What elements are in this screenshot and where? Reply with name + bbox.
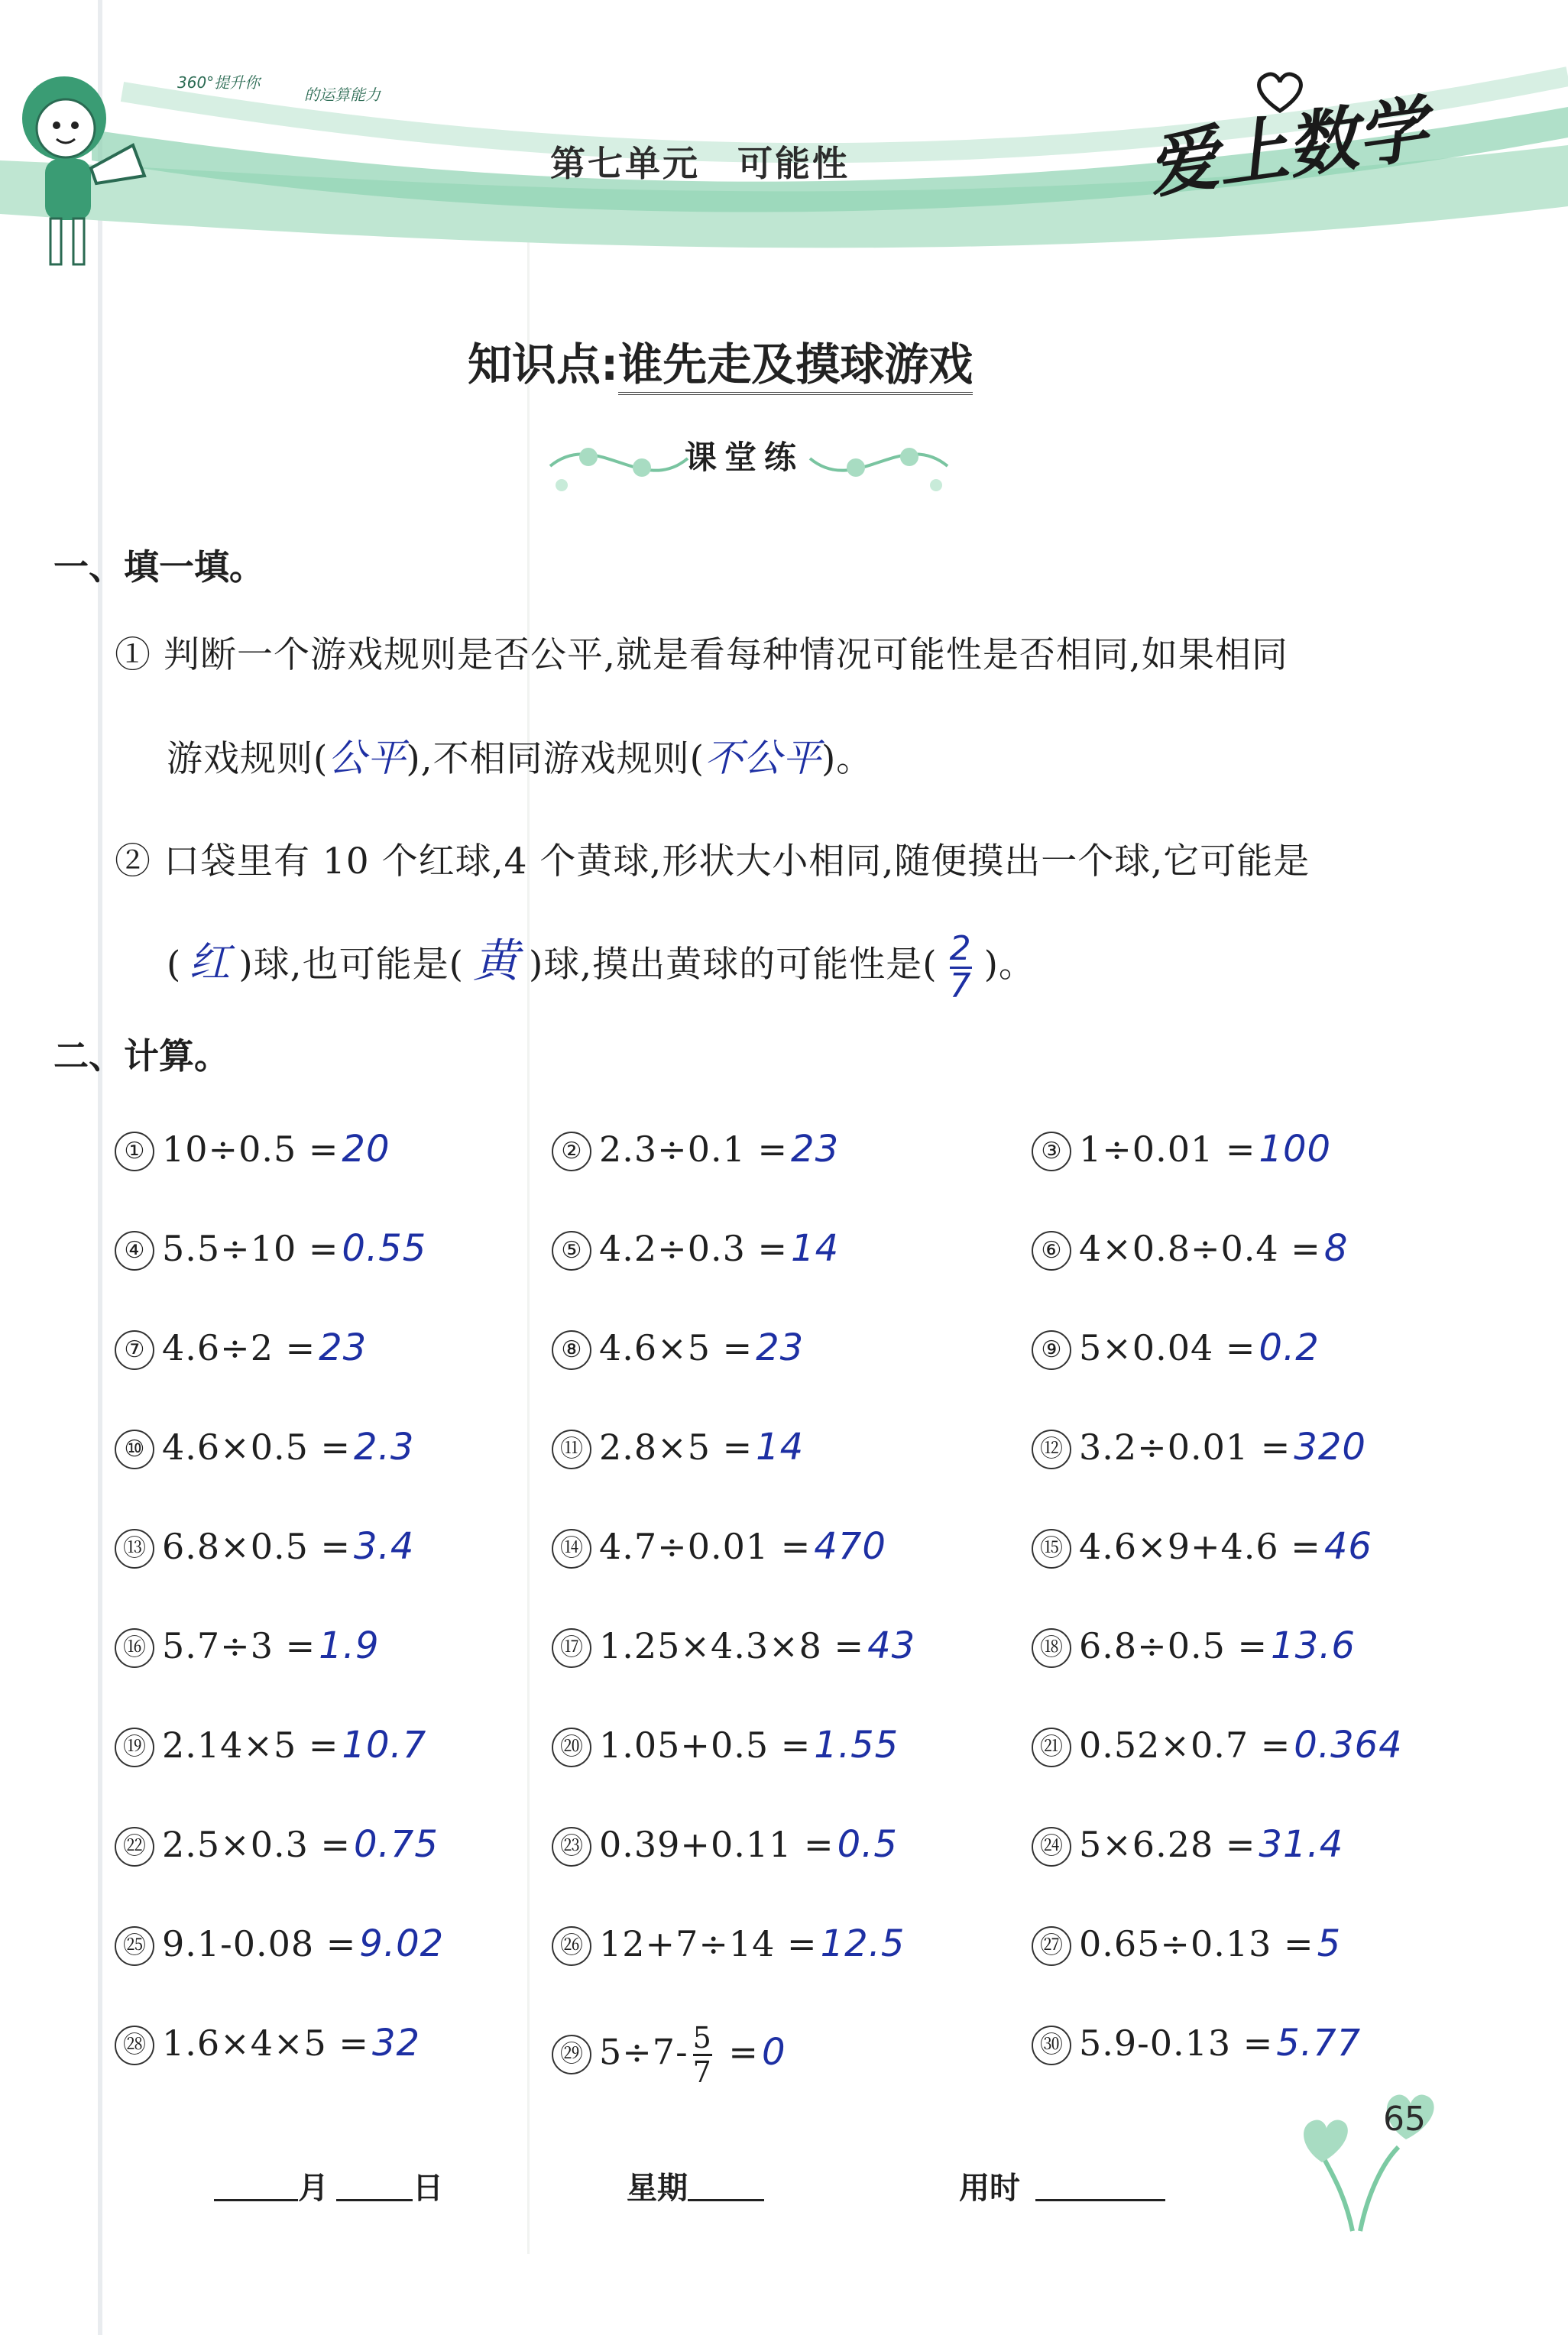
handwritten-answer: 0.55 [342,1227,427,1270]
problem-number: ㉖ [552,1926,591,1966]
handwritten-answer: 2.3 [354,1426,415,1469]
handwritten-answer: 0.75 [354,1823,439,1866]
problem-fraction: $\frac{5}{7}$ [692,2021,712,2089]
handwritten-answer: 8 [1323,1227,1349,1270]
problem-expression: 3.2÷0.01 = [1079,1427,1291,1468]
problem-expression: 5×0.04 = [1079,1327,1256,1368]
problem-number: ④ [115,1231,154,1271]
handwritten-answer: 100 [1259,1128,1332,1171]
problem-number: ㉘ [115,2026,154,2065]
problem-number: ⑪ [552,1430,591,1469]
handwritten-answer: 470 [814,1525,886,1568]
calc-problem [552,1128,839,1171]
problem-expression: 4.6×9+4.6 = [1079,1526,1321,1567]
handwritten-answer: 46 [1323,1525,1372,1568]
calc-problem [552,1624,915,1668]
problem-number: ⑯ [115,1628,154,1668]
calc-problem [552,1426,804,1469]
calc-problem [115,1724,426,1767]
calc-problem [552,1326,804,1370]
problem-expression: 4.7÷0.01 = [599,1526,812,1567]
footer-date: 月 日 [214,2164,443,2207]
problem-expression: 5÷7- [599,2031,688,2073]
problem-number: ㉕ [115,1926,154,1966]
binding-spine [98,0,102,2335]
calc-problem: ㉙ 5÷7- $\frac{5}{7}$ =0 [552,2022,786,2088]
q1-answer-fair: 公平 [328,736,407,780]
problem-expression: 10÷0.5 = [162,1129,339,1170]
handwritten-answer: 20 [342,1128,390,1171]
problem-number: ⑬ [115,1529,154,1569]
problem-number: ㉓ [552,1827,591,1867]
problem-expression: 5.7÷3 = [162,1625,316,1666]
calc-problem [552,1525,886,1569]
heart-icon [1253,69,1307,115]
handwritten-answer: 23 [319,1326,368,1369]
section1-title: 一、填一填。 [53,546,264,588]
heart-plant-icon [1299,2078,1452,2246]
slogan-left: 360°提升你 [177,73,261,92]
problem-number: ⑲ [115,1728,154,1767]
calc-problem [1032,1624,1356,1668]
handwritten-answer: 320 [1294,1426,1366,1469]
handwritten-answer: 23 [756,1326,805,1369]
problem-number: ㉔ [1032,1827,1071,1867]
handwritten-answer: 5.77 [1276,2022,1362,2065]
calc-problem [1032,1922,1341,1966]
problem-number: ⑰ [552,1628,591,1668]
problem-number: ⑧ [552,1330,591,1370]
handwritten-answer: 43 [867,1624,916,1667]
problem-number: ㉑ [1032,1728,1071,1767]
q2-line2: ( 红 )球,也可能是( 黄 )球,摸出黄球的可能性是( $\frac{2}{7}$ )。 [167,928,1035,1006]
calc-problem [1032,1227,1348,1271]
problem-expression: 2.3÷0.1 = [599,1129,789,1170]
problem-expression: 12+7÷14 = [599,1923,818,1964]
handwritten-answer: 0.364 [1294,1724,1403,1767]
scan-fold-line [527,229,530,2254]
problem-expression: 5.9-0.13 = [1079,2022,1274,2064]
calc-problem [1032,1128,1331,1171]
problem-expression: 0.52×0.7 = [1079,1725,1291,1766]
problem-number: ⑤ [552,1231,591,1271]
handwritten-answer: 32 [371,2022,421,2065]
problem-number: ⑫ [1032,1430,1071,1469]
calc-problem [115,1823,439,1867]
problem-number: ㉙ [552,2035,591,2074]
q2-answer-red: 红 [189,938,232,986]
problem-expression: 5.5÷10 = [162,1228,339,1269]
handwritten-answer: 0.2 [1259,1326,1320,1369]
problem-number: ③ [1032,1132,1071,1171]
handwritten-answer: 23 [791,1128,840,1171]
handwritten-answer: 5 [1317,1922,1342,1965]
calc-problem [115,1525,414,1569]
calc-problem [1032,1525,1372,1569]
handwritten-answer: 0 [761,2030,786,2074]
knowledge-point-title [468,329,973,393]
calc-problem [1032,1823,1343,1867]
calc-problem [115,1426,414,1469]
problem-number: ⑳ [552,1728,591,1767]
q1-answer-unfair: 不公平 [704,736,821,780]
calc-problem [115,1922,444,1966]
problem-expression: 4.2÷0.3 = [599,1228,789,1269]
unit-title: 第七单元 可能性 [550,143,850,184]
problem-expression: 1.25×4.3×8 = [599,1625,865,1666]
handwritten-answer: 0.5 [837,1823,898,1866]
footer-time-used: 用时 [959,2164,1165,2207]
problem-expression: 4.6÷2 = [162,1327,316,1368]
problem-expression: 1÷0.01 = [1079,1129,1256,1170]
calc-problem [1032,1426,1366,1469]
handwritten-answer: 13.6 [1271,1624,1356,1667]
handwritten-answer: 31.4 [1259,1823,1344,1866]
problem-number: ⑥ [1032,1231,1071,1271]
problem-number: ㉗ [1032,1926,1071,1966]
section2-title: 二、计算。 [53,1035,229,1077]
problem-expression: 2.8×5 = [599,1427,753,1468]
problem-expression: 2.5×0.3 = [162,1824,352,1865]
problem-number: ⑭ [552,1529,591,1569]
practice-label: 课堂练 [685,439,805,476]
q2-answer-yellow: 黄 [472,934,520,988]
calc-problem [115,1326,367,1370]
calc-problem [552,1823,898,1867]
handwritten-answer: 10.7 [342,1724,427,1767]
problem-expression: 6.8÷0.5 = [1079,1625,1268,1666]
calc-problem [552,1922,905,1966]
problem-number: ⑦ [115,1330,154,1370]
problem-number: ① [115,1132,154,1171]
calc-problem [552,1227,839,1271]
problem-number: ⑱ [1032,1628,1071,1668]
problem-expression: 5×6.28 = [1079,1824,1256,1865]
q1-line2: 游戏规则(公平),不相同游戏规则(不公平)。 [167,736,873,780]
calc-problem [552,1724,899,1767]
handwritten-answer: 1.9 [319,1624,380,1667]
problem-number: ㉒ [115,1827,154,1867]
handwritten-answer: 1.55 [814,1724,899,1767]
problem-number: ⑨ [1032,1330,1071,1370]
calc-problem [115,1624,379,1668]
calc-problem [115,1227,426,1271]
problem-expression: 4.6×5 = [599,1327,753,1368]
brand-logo: 爱上数学 [1142,87,1433,209]
calc-problem [1032,1724,1403,1767]
q2-answer-fraction: $\frac{2}{7}$ [949,928,972,1006]
q1-line1: ① 判断一个游戏规则是否公平,就是看每种情况可能性是否相同,如果相同 [115,634,1288,676]
problem-expression: 6.8×0.5 = [162,1526,352,1567]
problem-expression: 4.6×0.5 = [162,1427,352,1468]
handwritten-answer: 3.4 [354,1525,415,1568]
handwritten-answer: 9.02 [359,1922,445,1965]
problem-expression: 2.14×5 = [162,1725,339,1766]
problem-expression: 0.65÷0.13 = [1079,1923,1314,1964]
calc-problem [1032,1326,1320,1370]
problem-number: ㉚ [1032,2026,1071,2065]
problem-expression: 0.39+0.11 = [599,1824,834,1865]
handwritten-answer: 14 [756,1426,805,1469]
footer-weekday: 星期 [627,2164,764,2207]
slogan-right: 的运算能力 [304,86,381,104]
mascot-girl-icon [11,61,164,290]
problem-expression: 1.6×4×5 = [162,2022,369,2064]
page-number: 65 [1383,2100,1426,2139]
knowledge-point-prefix: 知识点: [468,338,619,390]
q2-line1: ② 口袋里有 10 个红球,4 个黄球,形状大小相同,随便摸出一个球,它可能是 [115,840,1310,883]
handwritten-answer: 12.5 [820,1922,905,1965]
calc-problem [1032,2022,1361,2065]
calc-problem [115,1128,390,1171]
problem-expression: 1.05+0.5 = [599,1725,812,1766]
knowledge-point-topic: 谁先走及摸球游戏 [618,338,973,395]
problem-number: ⑩ [115,1430,154,1469]
problem-expression: 4×0.8÷0.4 = [1079,1228,1321,1269]
problem-expression: 9.1-0.08 = [162,1923,357,1964]
problem-number: ② [552,1132,591,1171]
calc-problem [115,2022,420,2065]
problem-number: ⑮ [1032,1529,1071,1569]
handwritten-answer: 14 [791,1227,840,1270]
